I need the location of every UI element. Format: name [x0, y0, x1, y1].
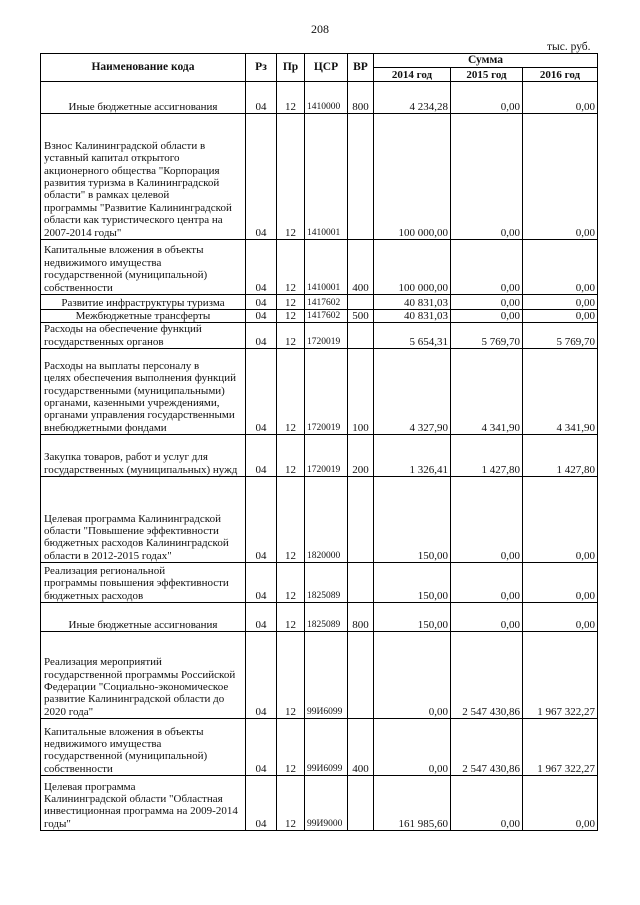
- row-value-2016: 0,00: [523, 114, 598, 240]
- row-value-2015: 0,00: [451, 82, 523, 114]
- row-rz: 04: [246, 310, 277, 323]
- row-name: Развитие инфраструктуры туризма: [41, 295, 246, 310]
- row-value-2014: 4 234,28: [374, 82, 451, 114]
- row-rz: 04: [246, 82, 277, 114]
- row-name: Закупка товаров, работ и услуг для государственных (муниципальных) нужд: [41, 435, 246, 477]
- table-row: [41, 323, 598, 349]
- row-pr: 12: [277, 563, 305, 603]
- row-vr: [348, 323, 374, 349]
- row-name: Межбюджетные трансферты: [41, 310, 246, 323]
- table-row: [41, 632, 598, 719]
- row-name: Целевая программа Калининградской области "Повышение эффективности бюджетных расходов Калининградской области в 2012-2015 годах": [41, 477, 246, 563]
- row-rz: 04: [246, 349, 277, 435]
- row-pr: 12: [277, 310, 305, 323]
- row-csr: 1720019: [305, 349, 348, 435]
- row-value-2016: 1 427,80: [523, 435, 598, 477]
- row-pr: 12: [277, 776, 305, 831]
- row-csr: 1417602: [305, 295, 348, 310]
- row-value-2015: 0,00: [451, 310, 523, 323]
- row-name: Расходы на обеспечение функций государственных органов: [41, 323, 246, 349]
- row-csr: 99И6099: [305, 632, 348, 719]
- row-rz: 04: [246, 632, 277, 719]
- row-pr: 12: [277, 719, 305, 776]
- row-value-2016: 1 967 322,27: [523, 719, 598, 776]
- row-csr: 1410001: [305, 114, 348, 240]
- table-row: [41, 349, 598, 435]
- row-csr: 1825089: [305, 603, 348, 632]
- table-row: [41, 563, 598, 603]
- table-row: [41, 114, 598, 240]
- row-csr: 1720019: [305, 323, 348, 349]
- row-pr: 12: [277, 632, 305, 719]
- row-name: Целевая программа Калининградской области "Областная инвестиционная программа на 2009-2014 годы": [41, 776, 246, 831]
- row-value-2014: 4 327,90: [374, 349, 451, 435]
- header-2014: 2014 год: [374, 68, 451, 82]
- row-pr: 12: [277, 477, 305, 563]
- row-name: Реализация региональной программы повышения эффективности бюджетных расходов: [41, 563, 246, 603]
- row-value-2016: 0,00: [523, 82, 598, 114]
- table-row: [41, 603, 598, 632]
- row-rz: 04: [246, 563, 277, 603]
- row-rz: 04: [246, 295, 277, 310]
- row-value-2014: 100 000,00: [374, 240, 451, 295]
- table-row: [41, 295, 598, 310]
- row-pr: 12: [277, 295, 305, 310]
- budget-table: [40, 53, 598, 831]
- row-value-2014: 40 831,03: [374, 310, 451, 323]
- table-row: [41, 477, 598, 563]
- row-rz: 04: [246, 240, 277, 295]
- row-value-2016: 4 341,90: [523, 349, 598, 435]
- row-vr: 500: [348, 310, 374, 323]
- row-value-2014: 0,00: [374, 719, 451, 776]
- row-vr: [348, 114, 374, 240]
- row-csr: 1417602: [305, 310, 348, 323]
- row-value-2016: 0,00: [523, 603, 598, 632]
- row-rz: 04: [246, 477, 277, 563]
- header-rz: Рз: [246, 54, 277, 82]
- row-vr: [348, 295, 374, 310]
- row-value-2014: 100 000,00: [374, 114, 451, 240]
- row-name: Иные бюджетные ассигнования: [41, 82, 246, 114]
- row-rz: 04: [246, 114, 277, 240]
- row-rz: 04: [246, 776, 277, 831]
- row-rz: 04: [246, 719, 277, 776]
- header-csr: ЦСР: [305, 54, 348, 82]
- row-value-2016: 0,00: [523, 240, 598, 295]
- row-csr: 1820000: [305, 477, 348, 563]
- row-value-2015: 4 341,90: [451, 349, 523, 435]
- row-csr: 99И9000: [305, 776, 348, 831]
- table-row: [41, 776, 598, 831]
- row-rz: 04: [246, 603, 277, 632]
- row-value-2016: 0,00: [523, 295, 598, 310]
- row-value-2015: 0,00: [451, 776, 523, 831]
- row-name: Расходы на выплаты персоналу в целях обеспечения выполнения функций государственными (муниципальными) органами, казенными учреждениями, органами управления государственными внебюджетными фондами: [41, 349, 246, 435]
- row-value-2014: 5 654,31: [374, 323, 451, 349]
- row-name: Реализация мероприятий государственной программы Российской Федерации "Социально-экономическое развитие Калининградской области до 2020 года": [41, 632, 246, 719]
- row-value-2016: 0,00: [523, 776, 598, 831]
- row-csr: 99И6099: [305, 719, 348, 776]
- header-2015: 2015 год: [451, 68, 523, 82]
- row-csr: 1410001: [305, 240, 348, 295]
- row-value-2014: 161 985,60: [374, 776, 451, 831]
- row-value-2015: 0,00: [451, 603, 523, 632]
- table-row: [41, 719, 598, 776]
- row-value-2015: 0,00: [451, 240, 523, 295]
- page-number: 208: [311, 22, 329, 36]
- row-vr: 100: [348, 349, 374, 435]
- row-value-2015: 1 427,80: [451, 435, 523, 477]
- header-vr: ВР: [348, 54, 374, 82]
- row-value-2016: 0,00: [523, 477, 598, 563]
- row-value-2016: 5 769,70: [523, 323, 598, 349]
- row-vr: 200: [348, 435, 374, 477]
- row-name: Иные бюджетные ассигнования: [41, 603, 246, 632]
- row-csr: 1825089: [305, 563, 348, 603]
- table-row: [41, 435, 598, 477]
- row-value-2014: 150,00: [374, 563, 451, 603]
- row-pr: 12: [277, 82, 305, 114]
- row-pr: 12: [277, 240, 305, 295]
- row-vr: 800: [348, 82, 374, 114]
- header-2016: 2016 год: [523, 68, 598, 82]
- row-vr: [348, 632, 374, 719]
- row-csr: 1410000: [305, 82, 348, 114]
- row-rz: 04: [246, 323, 277, 349]
- row-value-2014: 150,00: [374, 477, 451, 563]
- row-name: Капитальные вложения в объекты недвижимого имущества государственной (муниципальной) собственности: [41, 719, 246, 776]
- row-name: Взнос Калининградской области в уставный капитал открытого акционерного общества "Корпорация развития туризма в Калининградской области" в рамках целевой программы "Развитие Калининградской области как туристического центра на 2007-2014 годы": [41, 114, 246, 240]
- row-pr: 12: [277, 603, 305, 632]
- row-value-2016: 0,00: [523, 563, 598, 603]
- row-value-2014: 0,00: [374, 632, 451, 719]
- row-value-2015: 5 769,70: [451, 323, 523, 349]
- row-pr: 12: [277, 114, 305, 240]
- row-vr: 400: [348, 240, 374, 295]
- row-value-2016: 1 967 322,27: [523, 632, 598, 719]
- row-vr: 400: [348, 719, 374, 776]
- row-pr: 12: [277, 323, 305, 349]
- row-value-2014: 1 326,41: [374, 435, 451, 477]
- table-row: [41, 310, 598, 323]
- row-pr: 12: [277, 435, 305, 477]
- header-sum: Сумма: [374, 54, 598, 68]
- units-label: тыс. руб.: [547, 41, 591, 53]
- row-vr: [348, 776, 374, 831]
- row-value-2014: 150,00: [374, 603, 451, 632]
- row-value-2015: 2 547 430,86: [451, 632, 523, 719]
- row-name: Капитальные вложения в объекты недвижимого имущества государственной (муниципальной) собственности: [41, 240, 246, 295]
- row-vr: [348, 477, 374, 563]
- row-pr: 12: [277, 349, 305, 435]
- row-value-2016: 0,00: [523, 310, 598, 323]
- header-name: Наименование кода: [41, 54, 246, 82]
- row-value-2015: 0,00: [451, 477, 523, 563]
- row-vr: 800: [348, 603, 374, 632]
- row-vr: [348, 563, 374, 603]
- header-pr: Пр: [277, 54, 305, 82]
- row-value-2015: 2 547 430,86: [451, 719, 523, 776]
- table-row: [41, 240, 598, 295]
- table-row: [41, 82, 598, 114]
- row-value-2014: 40 831,03: [374, 295, 451, 310]
- row-value-2015: 0,00: [451, 295, 523, 310]
- row-rz: 04: [246, 435, 277, 477]
- row-value-2015: 0,00: [451, 114, 523, 240]
- row-csr: 1720019: [305, 435, 348, 477]
- row-value-2015: 0,00: [451, 563, 523, 603]
